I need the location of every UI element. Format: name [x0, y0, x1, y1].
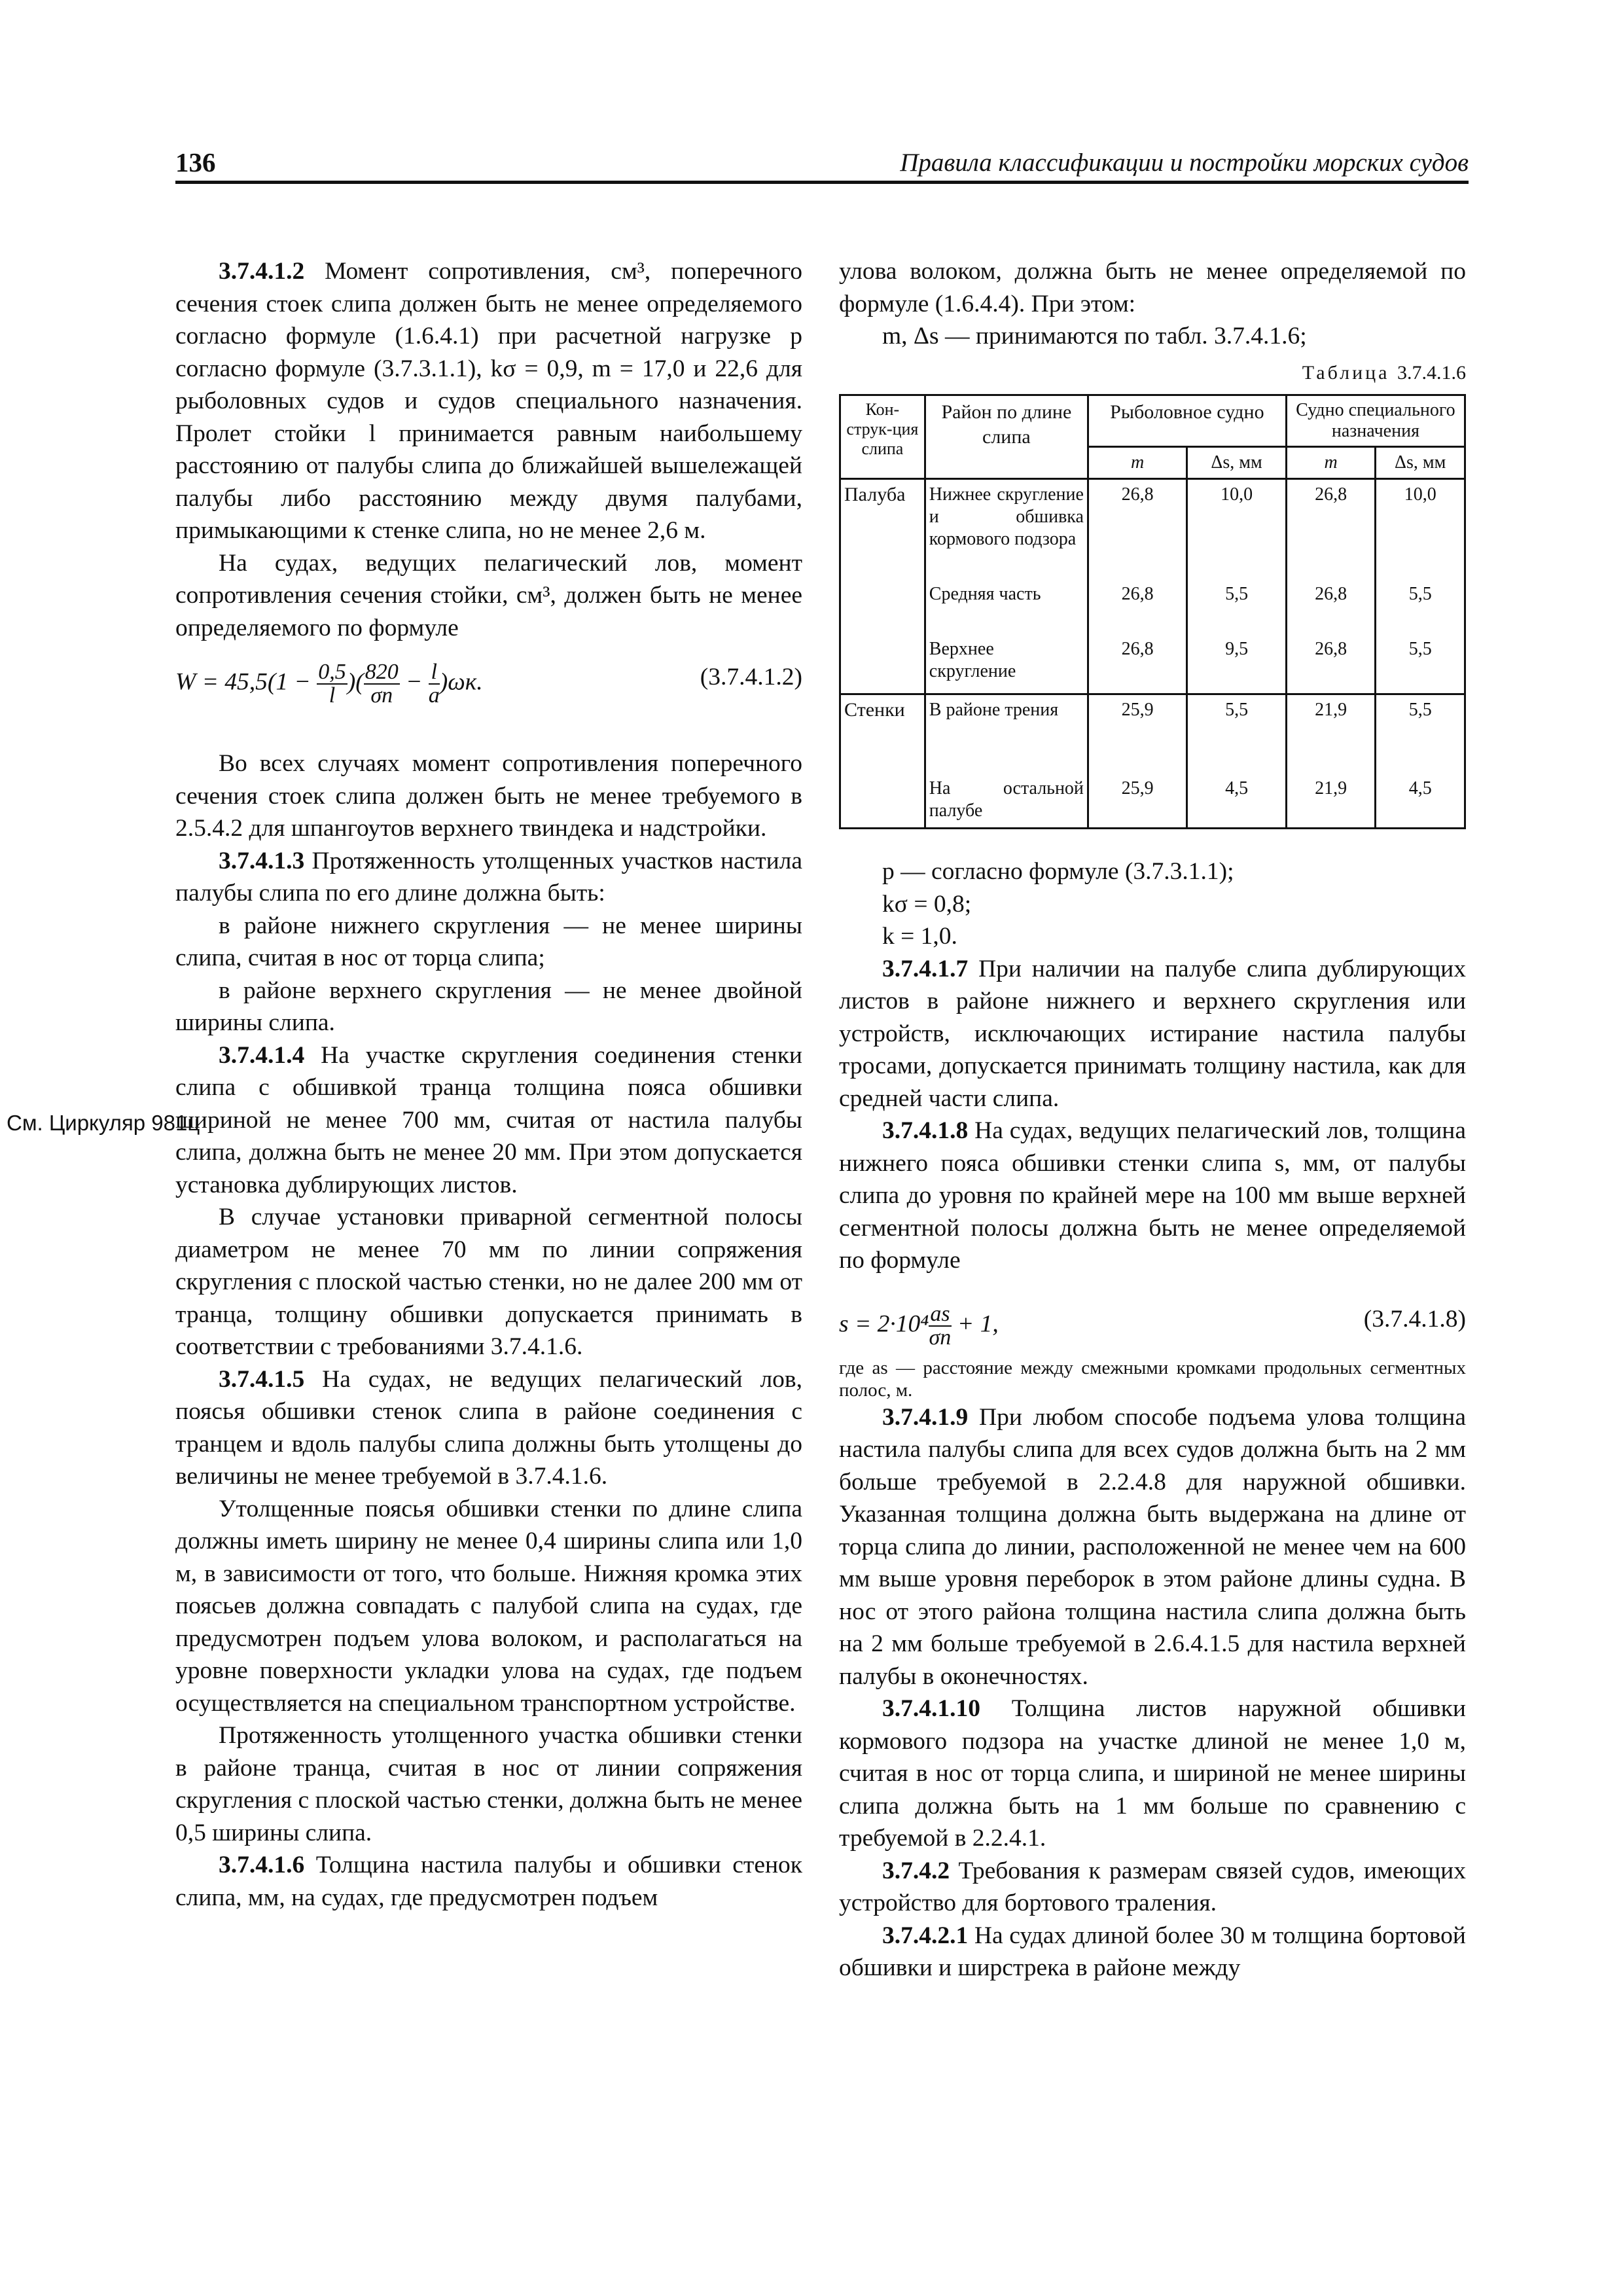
clause-number: 3.7.4.1.6 — [219, 1852, 305, 1878]
header-m: m — [1286, 447, 1376, 479]
table-row — [840, 774, 1465, 829]
value-cell: 10,0 — [1187, 479, 1286, 580]
paragraph-text: На судах длиной более 30 м толщина бортовой обшивки и ширстрека в районе между — [839, 1922, 1467, 1981]
value-cell: 10,0 — [1376, 479, 1465, 580]
header-delta-s: Δs, мм — [1376, 447, 1465, 479]
empty-cell — [840, 634, 925, 694]
value-cell: 5,5 — [1376, 634, 1465, 694]
paragraph: Протяженность утолщенного участка обшивки стенки в районе транца, считая в нос от линии сопряжения скругления с плоской частью стенки, должна быть не менее 0,5 ширины слипа. — [175, 1722, 802, 1846]
fraction — [317, 661, 348, 707]
area-cell: На остальной палубе — [925, 774, 1088, 829]
side-note: См. Циркуляр 981ц — [7, 1111, 200, 1135]
value-cell: 21,9 — [1286, 774, 1376, 829]
paragraph-3-7-4-2 — [839, 1855, 1466, 1920]
list-item: в районе нижнего скругления — не менее ширины слипа, считая в нос от торца слипа; — [175, 912, 802, 971]
paragraph-3-7-4-1-4 — [175, 1039, 802, 1202]
formula-part: )( — [347, 668, 364, 696]
paragraph-3-7-4-1-2 — [175, 255, 802, 547]
header-fishing-vessel: Рыболовное судно — [1088, 395, 1286, 447]
formula-3-7-4-1-2 — [175, 649, 802, 706]
value-cell: 26,8 — [1286, 579, 1376, 634]
denominator: σn — [929, 1325, 952, 1350]
definition-line: p — согласно формуле (3.7.3.1.1); — [882, 858, 1234, 885]
numerator: l — [429, 661, 440, 685]
paragraph: Во всех случаях момент сопротивления поперечного сечения стоек слипа должен быть не менее требуемого в 2.5.4.2 для шпангоутов верхнего твиндека и надстройки. — [175, 750, 802, 842]
denominator: σn — [370, 683, 393, 708]
table-row — [840, 479, 1465, 580]
table-row — [840, 579, 1465, 634]
paragraph-3-7-4-2-1 — [839, 1920, 1466, 1984]
value-cell: 26,8 — [1088, 479, 1186, 580]
table-header-row — [840, 395, 1465, 447]
formula-number: (3.7.4.1.2) — [700, 664, 802, 691]
paragraph-3-7-4-1-6 — [175, 1849, 802, 1914]
paragraph: На судах, ведущих пелагический лов, момент сопротивления сечения стойки, см³, должен быть не менее определяемого по формуле — [175, 549, 802, 641]
formula-number: (3.7.4.1.8) — [1363, 1305, 1466, 1333]
fraction — [429, 661, 440, 707]
clause-number: 3.7.4.1.3 — [219, 847, 305, 874]
table-number: 3.7.4.1.6 — [1397, 361, 1466, 384]
value-cell: 26,8 — [1286, 634, 1376, 694]
group-walls: Стенки — [840, 694, 925, 774]
denominator: l — [329, 683, 336, 708]
header-m: m — [1088, 447, 1186, 479]
formula-lhs: W = 45,5(1 − — [175, 668, 311, 696]
value-cell: 5,5 — [1376, 579, 1465, 634]
area-cell: Верхнее скругление — [925, 634, 1088, 694]
area-cell: Средняя часть — [925, 579, 1088, 634]
paragraph-3-7-4-1-10 — [839, 1693, 1466, 1855]
value-cell: 26,8 — [1088, 579, 1186, 634]
definition-line: kσ = 0,8; — [882, 890, 972, 918]
page-number: 136 — [175, 147, 216, 177]
denominator: a — [428, 683, 440, 708]
clause-number: 3.7.4.1.10 — [882, 1695, 980, 1722]
formula-rhs: )ωк. — [439, 668, 483, 696]
value-cell: 26,8 — [1088, 634, 1186, 694]
paragraph: Утолщенные поясья обшивки стенки по длине слипа должны иметь ширину не менее 0,4 ширины слипа или 1,0 м, в зависимости от того, что больше. Нижняя кромка этих поясьев должна совпадать с палубой слипа на судах, где предусмотрен подъем улова волоком, и располагаться на уровне поверхности укладки улова на судах, где подъем осуществляется на специальном транспортном устройстве. — [175, 1495, 802, 1717]
clause-number: 3.7.4.1.7 — [882, 955, 969, 982]
fraction — [364, 661, 400, 707]
page-header — [175, 143, 1469, 184]
paragraph-3-7-4-1-9 — [839, 1401, 1466, 1693]
paragraph-text: Толщина настила палубы и обшивки стенок слипа, мм, на судах, где предусмотрен подъем — [175, 1852, 802, 1911]
paragraph-text: При любом способе подъема улова толщина настила палубы слипа для всех судов должна быть на 2 мм больше требуемой в 2.2.4.8 для наружной обшивки. Указанная толщина должна быть выдержана на длине от торца слипа до линии, расположенной не менее чем на 600 мм выше уровня переборок в этом районе длины судна. В нос от этого района толщина настила слипа должна быть на 2 мм больше требуемой в 2.6.4.1.5 для настила верхней палубы в оконечностях. — [839, 1403, 1466, 1690]
value-cell: 26,8 — [1286, 479, 1376, 580]
clause-number: 3.7.4.1.8 — [882, 1117, 969, 1144]
spacer — [839, 829, 1466, 855]
paragraph-text: На участке скругления соединения стенки слипа с обшивкой транца толщина пояса обшивки шириной не менее 700 мм, считая от настила палубы слипа, должна быть не менее 20 мм. При этом допускается установка дублирующих листов. — [175, 1041, 803, 1198]
header-special-vessel: Судно специального назначения — [1286, 395, 1465, 447]
table-3-7-4-1-6 — [839, 394, 1466, 829]
paragraph-text: При наличии на палубе слипа дублирующих листов в районе нижнего и верхнего скругления или устройств, исключающих истирание настила палубы тросами, допускается принимать толщину настила, как для средней части слипа. — [839, 955, 1466, 1112]
group-deck: Палуба — [840, 479, 925, 580]
numerator: 820 — [365, 660, 399, 684]
paragraph-text: Требования к размерам связей судов, имеющих устройство для бортового траления. — [839, 1857, 1466, 1916]
paragraph-3-7-4-1-8 — [839, 1115, 1466, 1277]
paragraph-3-7-4-1-5 — [175, 1363, 802, 1493]
value-cell: 5,5 — [1187, 579, 1286, 634]
table-row — [840, 694, 1465, 774]
paragraph: В случае установки приварной сегментной полосы диаметром не менее 70 мм по линии сопряжения скругления с плоской частью стенки, но не далее 200 мм от транца, толщину обшивки допускается принимать в соответствии с требованиями 3.7.4.1.6. — [175, 1204, 802, 1360]
clause-number: 3.7.4.1.9 — [882, 1403, 969, 1431]
header-delta-s: Δs, мм — [1187, 447, 1286, 479]
spacer — [175, 715, 802, 747]
table-label: Таблица — [1302, 361, 1390, 384]
header-construction: Кон-струк-ция слипа — [840, 395, 925, 479]
value-cell: 4,5 — [1187, 774, 1286, 829]
table-caption — [839, 357, 1466, 389]
paragraph: m, Δs — принимаются по табл. 3.7.4.1.6; — [882, 323, 1307, 350]
clause-number: 3.7.4.1.2 — [219, 258, 305, 285]
clause-number: 3.7.4.2 — [882, 1857, 950, 1884]
definition-line: k = 1,0. — [882, 923, 957, 950]
list-item: в районе верхнего скругления — не менее двойной ширины слипа. — [175, 977, 802, 1036]
header-area: Район по длине слипа — [925, 395, 1088, 479]
where-note: где as — расстояние между смежными кромками продольных сегментных полос, м. — [839, 1357, 1466, 1401]
fraction — [929, 1303, 951, 1349]
numerator: 0,5 — [318, 660, 346, 684]
formula-rhs: + 1, — [957, 1310, 999, 1338]
value-cell: 25,9 — [1088, 694, 1186, 774]
value-cell: 5,5 — [1187, 694, 1286, 774]
paragraph-3-7-4-1-3 — [175, 845, 802, 910]
empty-cell — [840, 774, 925, 829]
formula-lhs: s = 2·10⁴ — [839, 1310, 929, 1338]
area-cell: Нижнее скругление и обшивка кормового подзора — [925, 479, 1088, 580]
paragraph-text: Протяженность утолщенных участков настила палубы слипа по его длине должна быть: — [175, 847, 802, 906]
area-cell: В районе трения — [925, 694, 1088, 774]
running-title: Правила классификации и постройки морских судов — [900, 149, 1469, 177]
value-cell: 5,5 — [1376, 694, 1465, 774]
left-column — [175, 255, 802, 1914]
numerator: as — [930, 1301, 950, 1326]
right-column — [839, 255, 1466, 1984]
paragraph-text: На судах, не ведущих пелагический лов, поясья обшивки стенок слипа в районе соединения с транцем и вдоль палубы слипа должны быть утолщены до величины не менее требуемой в 3.7.4.1.6. — [175, 1365, 802, 1490]
paragraph: улова волоком, должна быть не менее определяемой по формуле (1.6.4.4). При этом: — [839, 258, 1466, 317]
value-cell: 9,5 — [1187, 634, 1286, 694]
paragraph-3-7-4-1-7 — [839, 953, 1466, 1115]
paragraph-text: Толщина листов наружной обшивки кормового подзора на участке длиной не менее 1,0 м, считая в нос от торца слипа, и шириной не менее ширины слипа должна быть на 1 мм больше по сравнению с требуемой в 2.2.4.1. — [839, 1695, 1467, 1852]
value-cell: 25,9 — [1088, 774, 1186, 829]
formula-part: − — [406, 668, 423, 696]
clause-number: 3.7.4.1.5 — [219, 1365, 305, 1393]
paragraph-text: Момент сопротивления, см³, поперечного сечения стоек слипа должен быть не менее определяемого согласно формуле (1.6.4.1) при расчетной нагрузке p согласно формуле (3.7.3.1.1), kσ = 0,9, m = 17,0 и 22,6 для рыболовных судов и судов специального назначения. Пролет стойки l принимается равным наибольшему расстоянию от палубы слипа до ближайшей вышележащей палубы либо расстоянию между двумя палубами, примыкающими к стенке слипа, но не менее 2,6 м. — [175, 258, 803, 544]
value-cell: 21,9 — [1286, 694, 1376, 774]
clause-number: 3.7.4.1.4 — [219, 1041, 305, 1069]
paragraph-text: На судах, ведущих пелагический лов, толщина нижнего пояса обшивки стенки слипа s, мм, от палубы слипа до уровня по крайней мере на 100 мм выше верхней сегментной полосы должна быть не менее определяемой по формуле — [839, 1117, 1467, 1274]
value-cell: 4,5 — [1376, 774, 1465, 829]
empty-cell — [840, 579, 925, 634]
formula-3-7-4-1-8 — [839, 1291, 1466, 1348]
table-row — [840, 634, 1465, 694]
clause-number: 3.7.4.2.1 — [882, 1922, 969, 1949]
